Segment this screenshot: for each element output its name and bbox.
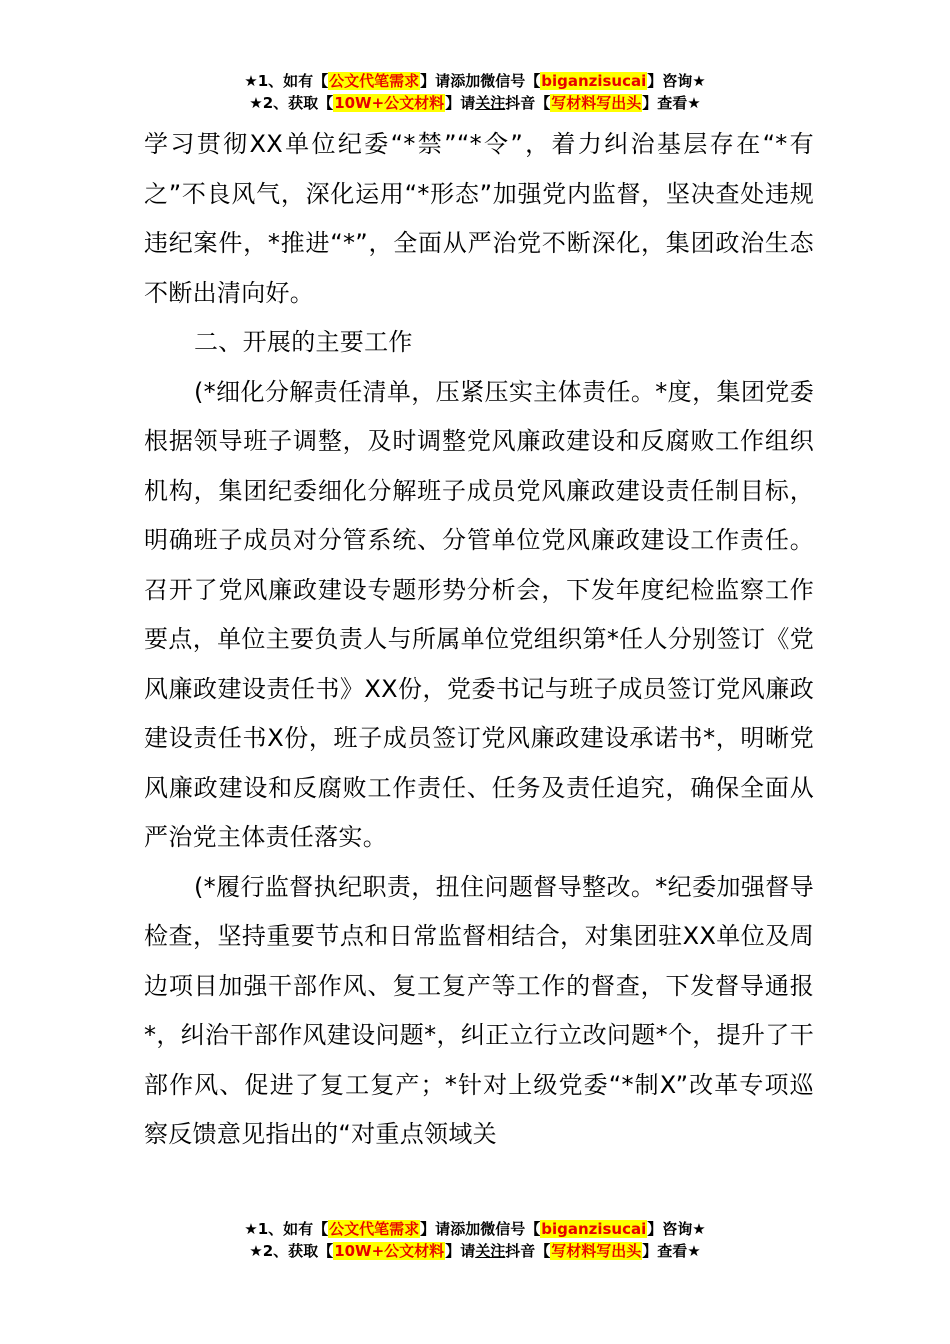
body-paragraph-3: (*履行监督执纪职责，扭住问题督导整改。*纪委加强督导检查，坚持重要节点和日常监督相结合，对集团驻XX单位及周边项目加强干部作风、复工复产等工作的督查，下发督导通报*，纠治干部作风建设问题*，纠正立行立改问题*个，提升了干部作风、促进了复工复产；*针对上级党委“*制X”改革专项巡察反馈意见指出的“对重点领域关 bbox=[144, 872, 814, 1148]
banner-line-1: ★1、如有【公文代笔需求】请添加微信号【biganzisucai】咨询★ bbox=[244, 1220, 706, 1238]
banner-highlight: biganzisucai bbox=[541, 72, 647, 90]
banner-line-2: ★2、获取【10W+公文材料】请关注抖音【写材料写出头】查看★ bbox=[249, 1242, 701, 1260]
banner-highlight: 10W+公文材料 bbox=[334, 94, 445, 112]
document-body bbox=[144, 120, 814, 1160]
banner-highlight: 公文代笔需求 bbox=[329, 72, 420, 90]
body-paragraph-2: (*细化分解责任清单，压紧压实主体责任。*度，集团党委根据领导班子调整，及时调整党风廉政建设和反腐败工作组织机构，集团纪委细化分解班子成员党风廉政建设责任制目标，明确班子成员对分管系统、分管单位党风廉政建设工作责任。召开了党风廉政建设专题形势分析会，下发年度纪检监察工作要点，单位主要负责人与所属单位党组织第*任人分别签订《党风廉政建设责任书》XX份，党委书记与班子成员签订党风廉政建设责任书X份，班子成员签订党风廉政建设承诺书*，明晰党风廉政建设和反腐败工作责任、任务及责任追究，确保全面从严治党主体责任落实。 bbox=[144, 377, 814, 851]
banner-highlight: biganzisucai bbox=[541, 1220, 647, 1238]
banner-highlight: 写材料写出头 bbox=[551, 1242, 642, 1260]
banner-highlight: 写材料写出头 bbox=[551, 94, 642, 112]
banner-highlight: 公文代笔需求 bbox=[329, 1220, 420, 1238]
footer-banner bbox=[0, 1218, 950, 1262]
banner-line-1: ★1、如有【公文代笔需求】请添加微信号【biganzisucai】咨询★ bbox=[244, 72, 706, 90]
section-heading: 二、开展的主要工作 bbox=[194, 328, 413, 356]
banner-highlight: 10W+公文材料 bbox=[334, 1242, 445, 1260]
body-paragraph-1: 学习贯彻XX单位纪委“*禁”“*令”，着力纠治基层存在“*有之”不良风气，深化运用“*形态”加强党内监督，坚决查处违规违纪案件，*推进“*”，全面从严治党不断深化，集团政治生态不断出清向好。 bbox=[144, 130, 814, 307]
header-banner bbox=[0, 70, 950, 114]
banner-line-2: ★2、获取【10W+公文材料】请关注抖音【写材料写出头】查看★ bbox=[249, 94, 701, 112]
